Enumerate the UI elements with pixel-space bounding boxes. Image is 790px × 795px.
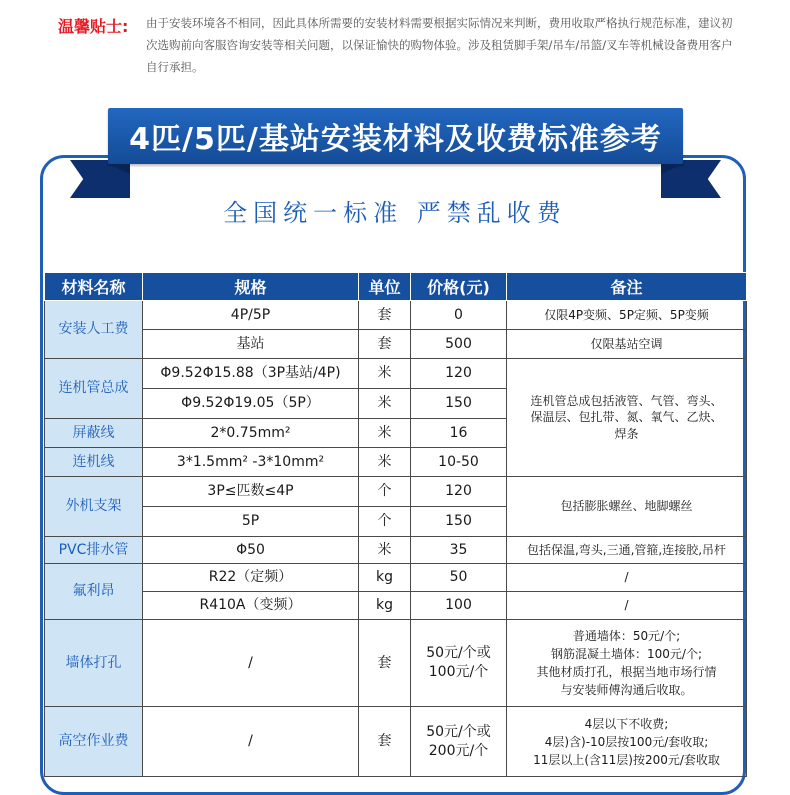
spec-cell: R410A（变频） [143,592,359,620]
header-spec: 规格 [143,273,359,301]
spec-cell: Φ50 [143,537,359,564]
price-cell: 16 [411,419,507,448]
unit-cell: 套 [359,620,411,707]
unit-cell: 套 [359,301,411,330]
table-row [45,592,747,620]
material-name: 墙体打孔 [45,620,143,707]
note-line: 其他材质打孔，根据当地市场行情 [536,665,717,679]
spec-cell: 3P≤匹数≤4P [143,477,359,507]
price-cell [411,707,507,777]
table-row [45,707,747,777]
note-line: 4层以下不收费; [584,716,669,731]
material-name: 连机线 [45,448,143,477]
material-name: 氟利昂 [45,564,143,620]
spec-cell: R22（定频） [143,564,359,592]
header-material-name: 材料名称 [45,273,143,301]
table-row [45,564,747,592]
spec-cell: 5P [143,507,359,537]
note-cell [507,707,747,777]
note-line: 与安装师傅沟通后收取。 [560,683,693,697]
table-row [45,301,747,330]
subtitle: 全国统一标准 严禁乱收费 [223,199,567,227]
spec-cell: / [143,707,359,777]
note-cell: 包括保温,弯头,三通,管箍,连接胶,吊杆 [507,537,747,564]
price-cell: 50 [411,564,507,592]
material-name: 外机支架 [45,477,143,537]
note-line: 普通墙体：50元/个; [572,629,681,643]
unit-cell: kg [359,564,411,592]
notice-label: 温馨贴士: [58,17,129,36]
title-banner [78,108,713,200]
table-row [45,537,747,564]
unit-cell: 米 [359,359,411,389]
unit-cell: 米 [359,448,411,477]
spec-cell: / [143,620,359,707]
header-unit: 单位 [359,273,411,301]
unit-cell: 套 [359,330,411,359]
unit-cell: 米 [359,537,411,564]
note-line: 钢筋混凝土墙体：100元/个; [551,647,702,661]
header-note: 备注 [507,273,747,301]
price-cell: 35 [411,537,507,564]
price-line: 50元/个或 [426,645,491,662]
material-name: 屏蔽线 [45,419,143,448]
price-cell: 0 [411,301,507,330]
spec-cell: 4P/5P [143,301,359,330]
unit-cell: 米 [359,419,411,448]
material-name: PVC排水管 [45,537,143,564]
unit-cell: 米 [359,389,411,419]
unit-cell: 个 [359,507,411,537]
note-cell: / [507,564,747,592]
note-cell: 仅限4P变频、5P定频、5P变频 [507,301,747,330]
spec-cell: Φ9.52Φ15.88（3P基站/4P) [143,359,359,389]
price-line: 200元/个 [428,742,489,759]
note-cell: 连机管总成包括液管、气管、弯头、保温层、包扎带、氮、氧气、乙炔、焊条 [507,359,747,477]
fold-right [661,164,683,174]
note-cell [507,620,747,707]
price-cell: 120 [411,477,507,507]
price-line: 50元/个或 [426,723,491,740]
spec-cell: Φ9.52Φ19.05（5P） [143,389,359,419]
notice-text: 由于安装环境各不相同，因此具体所需要的安装材料需要根据实际情况来判断，费用收取严格执行规范标准，建议初次选购前向客服咨询安装等相关问题，以保证愉快的购物体验。涉及租赁脚手架/吊车/吊篮/叉车等机械设备费用客户自行承担。 [146,16,733,74]
price-cell [411,620,507,707]
header-price: 价格(元) [411,273,507,301]
spec-cell: 2*0.75mm² [143,419,359,448]
price-cell: 10-50 [411,448,507,477]
material-name: 安装人工费 [45,301,143,359]
note-line: 4层)含)-10层按100元/套收取; [544,734,709,749]
material-name: 高空作业费 [45,707,143,777]
price-cell: 120 [411,359,507,389]
banner-title: 4匹/5匹/基站安装材料及收费标准参考 [129,122,662,157]
spec-cell: 基站 [143,330,359,359]
banner-bar [108,108,683,164]
price-cell: 150 [411,389,507,419]
table-header-row [45,273,747,301]
unit-cell: 套 [359,707,411,777]
table-row [45,477,747,507]
table-row [45,359,747,389]
price-cell: 100 [411,592,507,620]
note-line: 11层以上(含11层)按200元/套收取 [533,752,720,767]
spec-cell: 3*1.5mm² -3*10mm² [143,448,359,477]
price-cell: 500 [411,330,507,359]
price-cell: 150 [411,507,507,537]
price-table [44,272,747,777]
table-row [45,620,747,707]
note-cell: 包括膨胀螺丝、地脚螺丝 [507,477,747,537]
unit-cell: 个 [359,477,411,507]
note-cell: 仅限基站空调 [507,330,747,359]
table-row [45,330,747,359]
price-line: 100元/个 [428,664,489,680]
unit-cell: kg [359,592,411,620]
material-name: 连机管总成 [45,359,143,419]
fold-left [108,164,130,174]
note-cell: / [507,592,747,620]
